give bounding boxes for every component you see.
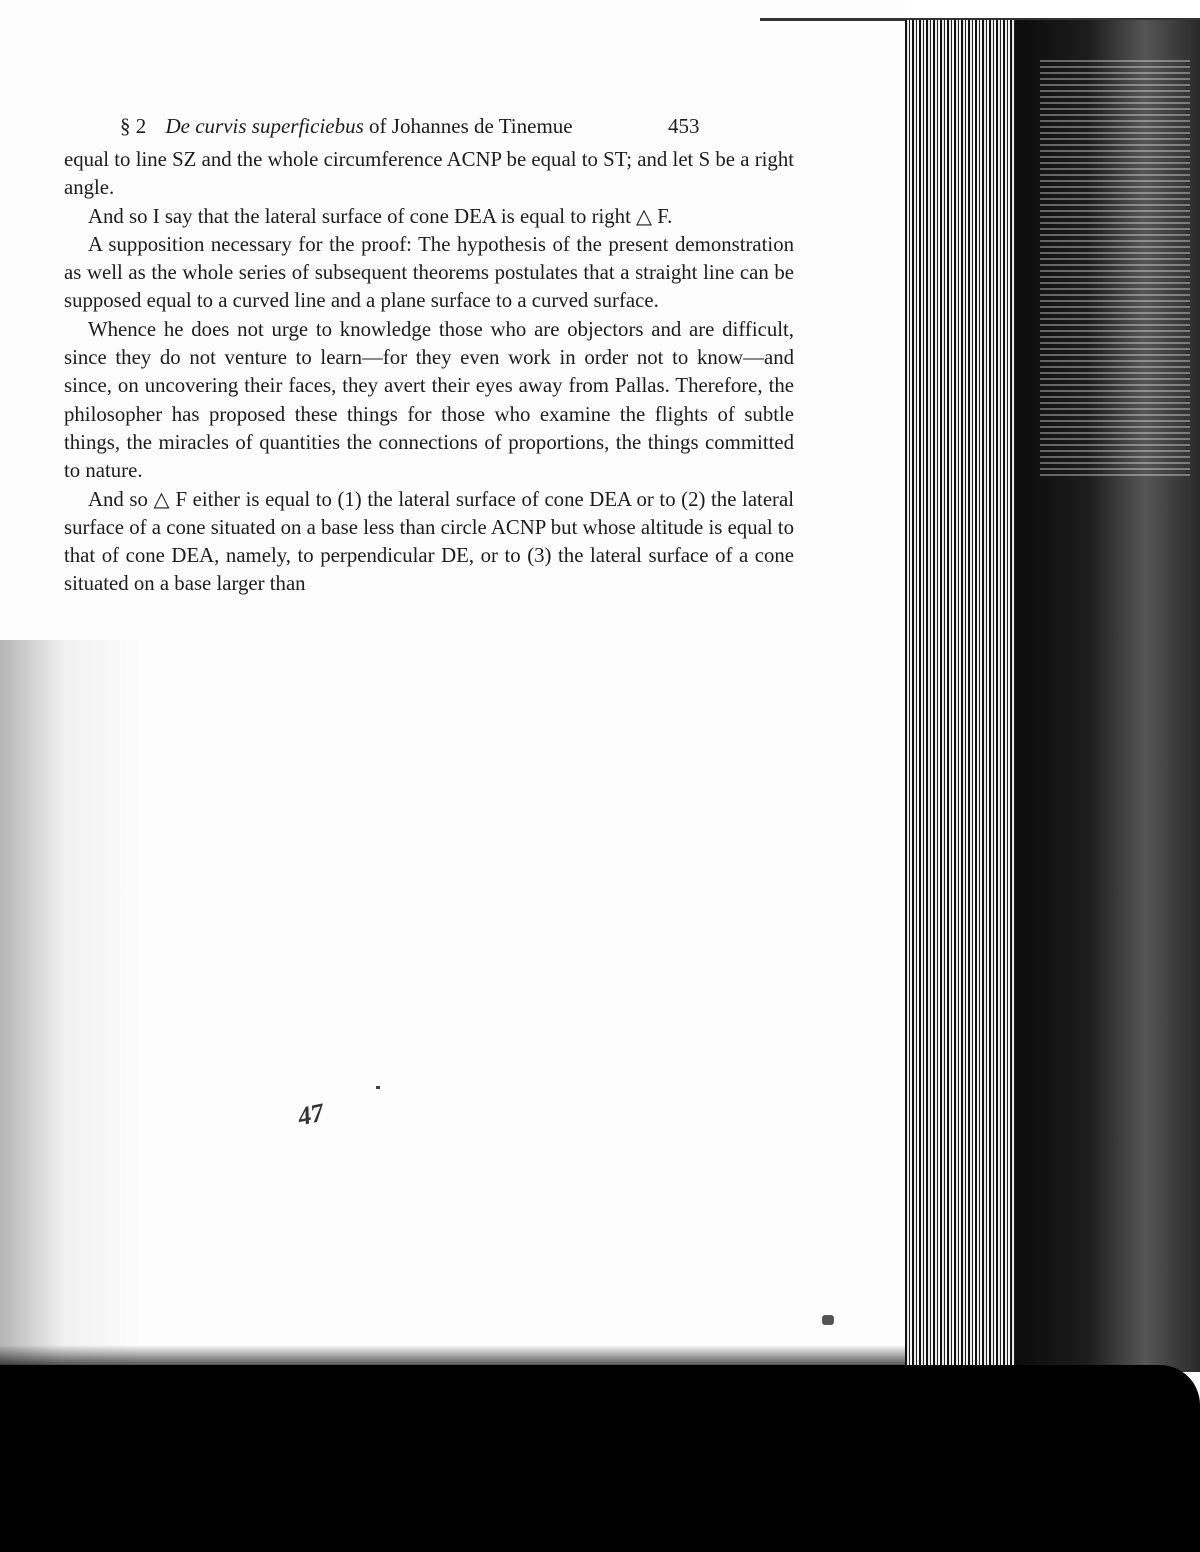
latin-title: De curvis superficiebus xyxy=(165,114,364,138)
author-line: of Johannes de Tinemue xyxy=(369,114,573,138)
book-cover-dark-region xyxy=(1015,20,1200,1372)
gutter-shadow xyxy=(0,640,140,1370)
paragraph-4: Whence he does not urge to knowledge those who are objectors and are difficult, since they do not venture to learn—for they even work in order not to know—and since, on uncovering their faces, they avert their eyes away from Pallas. Therefore, the philosopher has proposed these things for those who examine the flights of subtle things, the miracles of quantities the connections of proportions, the things committed to nature. xyxy=(64,317,794,483)
paragraph-5: And so △ F either is equal to (1) the lateral surface of cone DEA or to (2) the lateral surface of a cone situated on a base less than circle ACNP but whose altitude is equal to that of cone DEA, namely, to perpendicular DE, or to (3) the lateral surface of a cone situated on a base larger than xyxy=(64,487,794,596)
paragraph-1: equal to line SZ and the whole circumference ACNP be equal to ST; and let S be a right angle. xyxy=(64,148,794,200)
scan-speck xyxy=(376,1086,380,1089)
stray-handwritten-mark: 47 xyxy=(295,1097,327,1132)
paragraph-3: A supposition necessary for the proof: The hypothesis of the present demonstration as well as the whole series of subsequent theorems postulates that a straight line can be supposed equal to a curved line and a plane surface to a curved surface. xyxy=(64,232,794,313)
paragraph-2: And so I say that the lateral surface of cone DEA is equal to right △ F. xyxy=(88,204,673,228)
book-page-edges xyxy=(905,20,1015,1370)
body-text xyxy=(64,146,794,599)
running-head xyxy=(120,112,720,140)
page-number: 453 xyxy=(668,114,700,138)
scan-speck xyxy=(822,1315,834,1325)
section-mark: § 2 xyxy=(120,114,147,138)
scan-bottom-black-region xyxy=(0,1365,1200,1552)
